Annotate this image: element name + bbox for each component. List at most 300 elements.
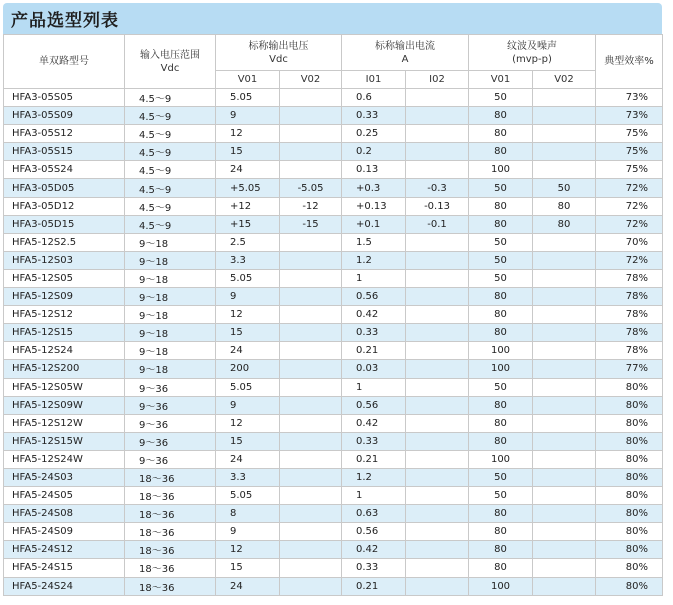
cell-efficiency: 72% xyxy=(596,215,663,233)
cell-ripple-v02 xyxy=(533,107,596,125)
cell-ripple-v02: 80 xyxy=(533,197,596,215)
cell-i01: 0.03 xyxy=(342,360,406,378)
cell-ripple-v01: 80 xyxy=(469,523,533,541)
cell-model: HFA5-12S03 xyxy=(4,251,125,269)
table-row xyxy=(4,251,663,269)
cell-i01: 0.13 xyxy=(342,161,406,179)
cell-ripple-v01: 80 xyxy=(469,396,533,414)
cell-i01: +0.13 xyxy=(342,197,406,215)
cell-model: HFA5-12S09W xyxy=(4,396,125,414)
cell-efficiency: 80% xyxy=(596,414,663,432)
cell-v01: 15 xyxy=(216,432,280,450)
cell-v01: 2.5 xyxy=(216,233,280,251)
cell-ripple-v02 xyxy=(533,450,596,468)
header-ripple xyxy=(469,35,596,71)
header-i01: I01 xyxy=(342,71,406,89)
cell-ripple-v02 xyxy=(533,324,596,342)
cell-v02 xyxy=(280,432,342,450)
cell-model: HFA3-05S24 xyxy=(4,161,125,179)
cell-ripple-v02 xyxy=(533,288,596,306)
cell-v02 xyxy=(280,89,342,107)
cell-v01: 12 xyxy=(216,414,280,432)
cell-ripple-v02 xyxy=(533,468,596,486)
table-row xyxy=(4,107,663,125)
cell-ripple-v01: 80 xyxy=(469,143,533,161)
cell-model: HFA5-12S05W xyxy=(4,378,125,396)
cell-v02: -12 xyxy=(280,197,342,215)
cell-model: HFA5-12S09 xyxy=(4,288,125,306)
cell-vin: 18～36 xyxy=(125,468,216,486)
cell-v02 xyxy=(280,396,342,414)
table-row xyxy=(4,360,663,378)
cell-model: HFA5-12S15 xyxy=(4,324,125,342)
cell-model: HFA5-12S2.5 xyxy=(4,233,125,251)
cell-i02 xyxy=(406,487,469,505)
cell-i01: 0.56 xyxy=(342,396,406,414)
cell-model: HFA5-24S05 xyxy=(4,487,125,505)
cell-model: HFA3-05S05 xyxy=(4,89,125,107)
header-vout-unit: Vdc xyxy=(269,53,288,65)
header-ripple-v02: V02 xyxy=(533,71,596,89)
cell-i02 xyxy=(406,450,469,468)
header-vin xyxy=(125,35,216,89)
cell-i02: -0.1 xyxy=(406,215,469,233)
cell-v02 xyxy=(280,107,342,125)
cell-vin: 9～36 xyxy=(125,432,216,450)
cell-v01: 5.05 xyxy=(216,378,280,396)
table-row xyxy=(4,306,663,324)
cell-i02 xyxy=(406,432,469,450)
cell-ripple-v01: 50 xyxy=(469,233,533,251)
table-row xyxy=(4,179,663,197)
cell-model: HFA5-12S200 xyxy=(4,360,125,378)
cell-v02 xyxy=(280,523,342,541)
cell-ripple-v01: 50 xyxy=(469,179,533,197)
cell-model: HFA5-12S15W xyxy=(4,432,125,450)
cell-v02 xyxy=(280,468,342,486)
cell-ripple-v02 xyxy=(533,559,596,577)
cell-i02 xyxy=(406,125,469,143)
cell-efficiency: 70% xyxy=(596,233,663,251)
table-row xyxy=(4,414,663,432)
cell-ripple-v01: 50 xyxy=(469,468,533,486)
cell-efficiency: 78% xyxy=(596,342,663,360)
cell-efficiency: 80% xyxy=(596,487,663,505)
cell-ripple-v02 xyxy=(533,432,596,450)
cell-ripple-v02 xyxy=(533,306,596,324)
cell-v01: +5.05 xyxy=(216,179,280,197)
cell-model: HFA5-24S15 xyxy=(4,559,125,577)
cell-ripple-v02: 80 xyxy=(533,215,596,233)
table-row xyxy=(4,450,663,468)
cell-vin: 9～36 xyxy=(125,396,216,414)
header-iout-unit: A xyxy=(401,53,409,65)
cell-i01: 0.56 xyxy=(342,288,406,306)
header-row-main xyxy=(4,35,663,71)
cell-v01: 15 xyxy=(216,324,280,342)
cell-efficiency: 72% xyxy=(596,197,663,215)
cell-efficiency: 80% xyxy=(596,450,663,468)
cell-v02 xyxy=(280,378,342,396)
cell-v01: 24 xyxy=(216,577,280,595)
cell-ripple-v02 xyxy=(533,378,596,396)
cell-v01: 5.05 xyxy=(216,269,280,287)
cell-vin: 18～36 xyxy=(125,577,216,595)
cell-i02 xyxy=(406,559,469,577)
header-iout xyxy=(342,35,469,71)
cell-ripple-v02 xyxy=(533,577,596,595)
cell-v01: 200 xyxy=(216,360,280,378)
cell-vin: 9～18 xyxy=(125,342,216,360)
cell-ripple-v01: 80 xyxy=(469,414,533,432)
cell-i02 xyxy=(406,269,469,287)
cell-ripple-v02 xyxy=(533,360,596,378)
cell-ripple-v01: 50 xyxy=(469,89,533,107)
cell-efficiency: 75% xyxy=(596,161,663,179)
cell-model: HFA3-05D15 xyxy=(4,215,125,233)
header-model xyxy=(4,35,125,89)
cell-v01: +15 xyxy=(216,215,280,233)
header-v02: V02 xyxy=(280,71,342,89)
cell-ripple-v01: 50 xyxy=(469,487,533,505)
cell-efficiency: 72% xyxy=(596,179,663,197)
cell-ripple-v02 xyxy=(533,342,596,360)
cell-ripple-v02 xyxy=(533,143,596,161)
cell-i02 xyxy=(406,107,469,125)
cell-v02 xyxy=(280,161,342,179)
cell-model: HFA5-24S08 xyxy=(4,505,125,523)
cell-model: HFA5-12S12W xyxy=(4,414,125,432)
cell-model: HFA3-05S15 xyxy=(4,143,125,161)
cell-i02 xyxy=(406,143,469,161)
cell-i01: 0.2 xyxy=(342,143,406,161)
cell-model: HFA5-24S24 xyxy=(4,577,125,595)
cell-vin: 18～36 xyxy=(125,559,216,577)
cell-i02 xyxy=(406,378,469,396)
cell-v01: 5.05 xyxy=(216,487,280,505)
table-row xyxy=(4,342,663,360)
cell-i01: 0.42 xyxy=(342,306,406,324)
cell-ripple-v01: 80 xyxy=(469,505,533,523)
cell-vin: 9～18 xyxy=(125,251,216,269)
cell-i01: 0.21 xyxy=(342,342,406,360)
cell-i02 xyxy=(406,288,469,306)
cell-v02 xyxy=(280,125,342,143)
cell-v01: 9 xyxy=(216,523,280,541)
cell-vin: 4.5～9 xyxy=(125,215,216,233)
cell-i02 xyxy=(406,541,469,559)
cell-v01: 5.05 xyxy=(216,89,280,107)
cell-i01: 0.21 xyxy=(342,577,406,595)
cell-vin: 9～36 xyxy=(125,378,216,396)
cell-v01: 3.3 xyxy=(216,251,280,269)
cell-ripple-v02 xyxy=(533,161,596,179)
page-title: 产品选型列表 xyxy=(11,11,119,31)
header-efficiency xyxy=(596,35,663,89)
cell-ripple-v02 xyxy=(533,251,596,269)
header-ripple-unit: (mvp-p) xyxy=(512,53,552,65)
table-row xyxy=(4,197,663,215)
header-vin-label: 输入电压范围 xyxy=(140,49,200,61)
table-row xyxy=(4,324,663,342)
table-row xyxy=(4,541,663,559)
cell-ripple-v01: 50 xyxy=(469,251,533,269)
spec-table xyxy=(3,34,663,596)
cell-vin: 9～18 xyxy=(125,360,216,378)
cell-ripple-v01: 80 xyxy=(469,541,533,559)
cell-efficiency: 80% xyxy=(596,505,663,523)
cell-i02 xyxy=(406,342,469,360)
cell-i01: 1.2 xyxy=(342,468,406,486)
header-model-label: 单双路型号 xyxy=(39,56,89,67)
cell-ripple-v01: 100 xyxy=(469,450,533,468)
cell-efficiency: 80% xyxy=(596,577,663,595)
cell-efficiency: 78% xyxy=(596,324,663,342)
cell-i01: 0.56 xyxy=(342,523,406,541)
cell-v02 xyxy=(280,288,342,306)
cell-i02 xyxy=(406,577,469,595)
cell-model: HFA5-12S12 xyxy=(4,306,125,324)
cell-v01: 12 xyxy=(216,541,280,559)
table-row xyxy=(4,125,663,143)
cell-vin: 4.5～9 xyxy=(125,125,216,143)
cell-ripple-v01: 100 xyxy=(469,360,533,378)
cell-ripple-v02 xyxy=(533,414,596,432)
cell-i01: +0.1 xyxy=(342,215,406,233)
cell-model: HFA3-05S12 xyxy=(4,125,125,143)
cell-i01: 0.33 xyxy=(342,432,406,450)
cell-efficiency: 73% xyxy=(596,89,663,107)
header-ripple-label: 纹波及噪声 xyxy=(507,40,557,52)
table-title-bar xyxy=(3,3,662,34)
cell-efficiency: 80% xyxy=(596,523,663,541)
cell-i02 xyxy=(406,161,469,179)
cell-i02 xyxy=(406,468,469,486)
cell-i01: 0.25 xyxy=(342,125,406,143)
cell-vin: 18～36 xyxy=(125,541,216,559)
cell-v01: 12 xyxy=(216,125,280,143)
cell-i02 xyxy=(406,523,469,541)
table-row xyxy=(4,523,663,541)
cell-i02 xyxy=(406,396,469,414)
cell-model: HFA5-24S03 xyxy=(4,468,125,486)
cell-model: HFA3-05D12 xyxy=(4,197,125,215)
cell-ripple-v02 xyxy=(533,233,596,251)
cell-ripple-v01: 80 xyxy=(469,125,533,143)
cell-vin: 18～36 xyxy=(125,523,216,541)
cell-ripple-v02 xyxy=(533,396,596,414)
cell-efficiency: 78% xyxy=(596,306,663,324)
table-row xyxy=(4,468,663,486)
cell-efficiency: 77% xyxy=(596,360,663,378)
table-row xyxy=(4,396,663,414)
table-row xyxy=(4,432,663,450)
cell-model: HFA5-24S09 xyxy=(4,523,125,541)
cell-ripple-v02 xyxy=(533,125,596,143)
cell-ripple-v01: 100 xyxy=(469,342,533,360)
cell-i01: 0.42 xyxy=(342,414,406,432)
cell-model: HFA3-05S09 xyxy=(4,107,125,125)
cell-vin: 18～36 xyxy=(125,487,216,505)
cell-efficiency: 80% xyxy=(596,432,663,450)
cell-ripple-v02 xyxy=(533,505,596,523)
cell-ripple-v01: 80 xyxy=(469,432,533,450)
table-row xyxy=(4,559,663,577)
cell-model: HFA5-12S24 xyxy=(4,342,125,360)
cell-v02 xyxy=(280,559,342,577)
cell-v01: 15 xyxy=(216,559,280,577)
cell-v02 xyxy=(280,342,342,360)
cell-v02: -15 xyxy=(280,215,342,233)
cell-v01: 9 xyxy=(216,288,280,306)
cell-i02 xyxy=(406,233,469,251)
cell-ripple-v02 xyxy=(533,541,596,559)
cell-vin: 9～18 xyxy=(125,324,216,342)
table-row xyxy=(4,233,663,251)
cell-efficiency: 80% xyxy=(596,378,663,396)
table-row xyxy=(4,505,663,523)
cell-i01: 1.5 xyxy=(342,233,406,251)
cell-model: HFA5-12S24W xyxy=(4,450,125,468)
cell-v01: 8 xyxy=(216,505,280,523)
cell-i02 xyxy=(406,89,469,107)
cell-ripple-v01: 100 xyxy=(469,161,533,179)
cell-efficiency: 80% xyxy=(596,468,663,486)
cell-ripple-v02 xyxy=(533,89,596,107)
cell-i02 xyxy=(406,324,469,342)
cell-i02: -0.13 xyxy=(406,197,469,215)
product-selection-table xyxy=(3,3,662,596)
cell-ripple-v01: 80 xyxy=(469,306,533,324)
cell-ripple-v02: 50 xyxy=(533,179,596,197)
cell-i01: 0.21 xyxy=(342,450,406,468)
cell-i01: 0.33 xyxy=(342,324,406,342)
cell-efficiency: 80% xyxy=(596,396,663,414)
cell-v01: 24 xyxy=(216,342,280,360)
cell-ripple-v01: 80 xyxy=(469,197,533,215)
cell-v02 xyxy=(280,306,342,324)
cell-i02 xyxy=(406,251,469,269)
cell-vin: 9～36 xyxy=(125,450,216,468)
cell-i01: 1 xyxy=(342,378,406,396)
cell-v01: +12 xyxy=(216,197,280,215)
cell-efficiency: 73% xyxy=(596,107,663,125)
table-row xyxy=(4,487,663,505)
cell-i02 xyxy=(406,360,469,378)
cell-ripple-v02 xyxy=(533,523,596,541)
cell-ripple-v01: 80 xyxy=(469,215,533,233)
cell-vin: 9～36 xyxy=(125,414,216,432)
cell-model: HFA5-24S12 xyxy=(4,541,125,559)
cell-vin: 9～18 xyxy=(125,269,216,287)
cell-v02 xyxy=(280,233,342,251)
cell-vin: 4.5～9 xyxy=(125,143,216,161)
table-row xyxy=(4,89,663,107)
cell-efficiency: 78% xyxy=(596,269,663,287)
cell-i01: 0.42 xyxy=(342,541,406,559)
cell-ripple-v02 xyxy=(533,269,596,287)
cell-i02 xyxy=(406,306,469,324)
cell-v02 xyxy=(280,414,342,432)
table-row xyxy=(4,215,663,233)
cell-vin: 4.5～9 xyxy=(125,89,216,107)
cell-efficiency: 75% xyxy=(596,125,663,143)
cell-ripple-v01: 80 xyxy=(469,288,533,306)
header-ripple-v01: V01 xyxy=(469,71,533,89)
cell-ripple-v02 xyxy=(533,487,596,505)
cell-i01: 0.63 xyxy=(342,505,406,523)
cell-ripple-v01: 80 xyxy=(469,107,533,125)
cell-i02 xyxy=(406,414,469,432)
header-v01: V01 xyxy=(216,71,280,89)
cell-v02 xyxy=(280,505,342,523)
cell-ripple-v01: 100 xyxy=(469,577,533,595)
table-row xyxy=(4,269,663,287)
cell-i01: 1 xyxy=(342,269,406,287)
cell-model: HFA5-12S05 xyxy=(4,269,125,287)
cell-efficiency: 72% xyxy=(596,251,663,269)
table-row xyxy=(4,378,663,396)
header-i02: I02 xyxy=(406,71,469,89)
cell-vin: 9～18 xyxy=(125,306,216,324)
header-efficiency-label: 典型效率% xyxy=(604,56,654,67)
cell-ripple-v01: 80 xyxy=(469,324,533,342)
cell-vin: 4.5～9 xyxy=(125,179,216,197)
header-vin-unit: Vdc xyxy=(160,62,180,74)
table-row xyxy=(4,577,663,595)
cell-vin: 4.5～9 xyxy=(125,161,216,179)
cell-v01: 3.3 xyxy=(216,468,280,486)
cell-i01: +0.3 xyxy=(342,179,406,197)
cell-vin: 9～18 xyxy=(125,233,216,251)
cell-i02 xyxy=(406,505,469,523)
table-row xyxy=(4,161,663,179)
cell-v02 xyxy=(280,324,342,342)
cell-ripple-v01: 80 xyxy=(469,559,533,577)
cell-v01: 24 xyxy=(216,161,280,179)
cell-v01: 24 xyxy=(216,450,280,468)
cell-i01: 1 xyxy=(342,487,406,505)
cell-v02 xyxy=(280,143,342,161)
cell-vin: 18～36 xyxy=(125,505,216,523)
cell-v02 xyxy=(280,360,342,378)
cell-v01: 15 xyxy=(216,143,280,161)
cell-vin: 4.5～9 xyxy=(125,107,216,125)
cell-ripple-v01: 50 xyxy=(469,378,533,396)
header-iout-label: 标称输出电流 xyxy=(375,40,435,52)
cell-v02 xyxy=(280,487,342,505)
table-body xyxy=(4,89,663,596)
cell-i01: 1.2 xyxy=(342,251,406,269)
cell-v01: 9 xyxy=(216,396,280,414)
cell-i01: 0.33 xyxy=(342,559,406,577)
cell-v02 xyxy=(280,251,342,269)
cell-i02: -0.3 xyxy=(406,179,469,197)
cell-i01: 0.6 xyxy=(342,89,406,107)
cell-v02: -5.05 xyxy=(280,179,342,197)
cell-v02 xyxy=(280,269,342,287)
cell-i01: 0.33 xyxy=(342,107,406,125)
cell-efficiency: 80% xyxy=(596,559,663,577)
cell-v02 xyxy=(280,450,342,468)
header-vout-label: 标称输出电压 xyxy=(248,40,309,52)
cell-v01: 9 xyxy=(216,107,280,125)
table-row xyxy=(4,143,663,161)
cell-model: HFA3-05D05 xyxy=(4,179,125,197)
header-vout xyxy=(216,35,342,71)
cell-v02 xyxy=(280,541,342,559)
cell-vin: 9～18 xyxy=(125,288,216,306)
